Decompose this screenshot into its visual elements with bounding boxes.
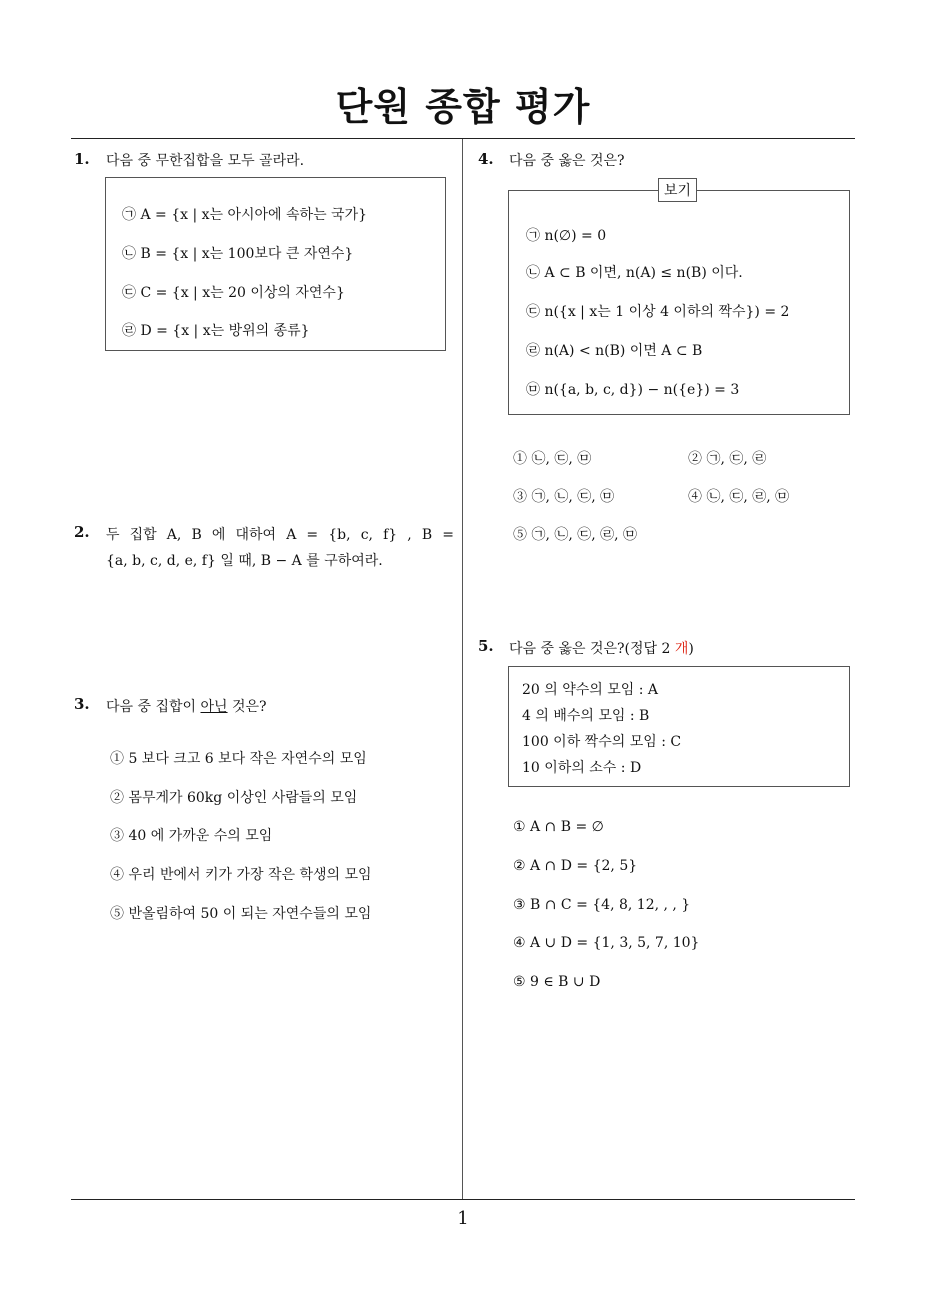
q2-text-line2: {a, b, c, d, e, f} 일 때, B − A 를 구하여라. xyxy=(106,553,383,569)
q1-item-1: ㉠ A = {x | x는 아시아에 속하는 국가} xyxy=(122,207,368,223)
q3-text xyxy=(106,696,267,716)
page-title: 단원 종합 평가 xyxy=(335,85,591,129)
q4-item-4: ㉣ n(A) < n(B) 이면 A ⊂ B xyxy=(526,343,703,359)
q5-box-line-2: 4 의 배수의 모임 : B xyxy=(522,708,650,724)
q3-text-post: 것은? xyxy=(227,699,267,715)
q3-choice-5: ⑤ 반올림하여 50 이 되는 자연수들의 모임 xyxy=(110,906,372,922)
q5-choice-1: ① A ∩ B = ∅ xyxy=(513,819,604,835)
q3-choice-2: ② 몸무게가 60kg 이상인 사람들의 모임 xyxy=(110,790,358,806)
q3-text-pre: 다음 중 집합이 xyxy=(106,699,201,715)
q5-box-line-1: 20 의 약수의 모임 : A xyxy=(522,682,659,698)
q3-choice-4: ④ 우리 반에서 키가 가장 작은 학생의 모임 xyxy=(110,867,372,883)
q5-choice-5: ⑤ 9 ∈ B ∪ D xyxy=(513,974,601,990)
q4-bogi-label: 보기 xyxy=(658,178,697,202)
q4-item-1: ㉠ n(∅) = 0 xyxy=(526,228,607,244)
q1-item-2: ㉡ B = {x | x는 100보다 큰 자연수} xyxy=(122,246,354,262)
q2-text-line1: 두 집합 A, B 에 대하여 A = {b, c, f} , B = xyxy=(106,527,454,543)
q4-choice-4: ④ ㉡, ㉢, ㉣, ㉤ xyxy=(688,489,790,505)
q1-number: 1. xyxy=(74,150,90,168)
q5-choice-2: ② A ∩ D = {2, 5} xyxy=(513,858,638,874)
q2-number: 2. xyxy=(74,523,90,541)
q4-choice-3: ③ ㉠, ㉡, ㉢, ㉤ xyxy=(513,489,615,505)
page-number: 1 xyxy=(457,1208,469,1229)
bottom-rule xyxy=(71,1199,855,1200)
q5-box-line-4: 10 이하의 소수 : D xyxy=(522,760,642,776)
q5-text-main: 다음 중 옳은 것은?(정답 2 xyxy=(509,641,675,657)
q1-item-4: ㉣ D = {x | x는 방위의 종류} xyxy=(122,323,310,339)
q5-choice-3: ③ B ∩ C = {4, 8, 12, , , } xyxy=(513,897,691,913)
q4-item-5: ㉤ n({a, b, c, d}) − n({e}) = 3 xyxy=(526,382,740,398)
q5-text-end: ) xyxy=(688,641,694,657)
q5-text-red: 개 xyxy=(674,641,689,657)
q4-number: 4. xyxy=(478,150,494,168)
q4-choice-1: ① ㉡, ㉢, ㉤ xyxy=(513,451,592,467)
q3-number: 3. xyxy=(74,695,90,713)
q1-item-3: ㉢ C = {x | x는 20 이상의 자연수} xyxy=(122,285,345,301)
column-divider xyxy=(462,139,463,1200)
q5-text xyxy=(509,638,694,658)
q3-choice-1: ① 5 보다 크고 6 보다 작은 자연수의 모임 xyxy=(110,751,367,767)
q5-choice-4: ④ A ∪ D = {1, 3, 5, 7, 10} xyxy=(513,935,700,951)
q4-text: 다음 중 옳은 것은? xyxy=(509,153,625,169)
q3-choice-3: ③ 40 에 가까운 수의 모임 xyxy=(110,828,273,844)
q5-number: 5. xyxy=(478,637,494,655)
top-rule xyxy=(71,138,855,139)
q4-choice-5: ⑤ ㉠, ㉡, ㉢, ㉣, ㉤ xyxy=(513,527,638,543)
q4-choice-2: ② ㉠, ㉢, ㉣ xyxy=(688,451,767,467)
q1-text: 다음 중 무한집합을 모두 골라라. xyxy=(106,153,305,169)
q3-text-underlined: 아닌 xyxy=(200,699,228,715)
q4-item-2: ㉡ A ⊂ B 이면, n(A) ≤ n(B) 이다. xyxy=(526,265,743,281)
q4-item-3: ㉢ n({x | x는 1 이상 4 이하의 짝수}) = 2 xyxy=(526,304,790,320)
q5-box-line-3: 100 이하 짝수의 모임 : C xyxy=(522,734,682,750)
